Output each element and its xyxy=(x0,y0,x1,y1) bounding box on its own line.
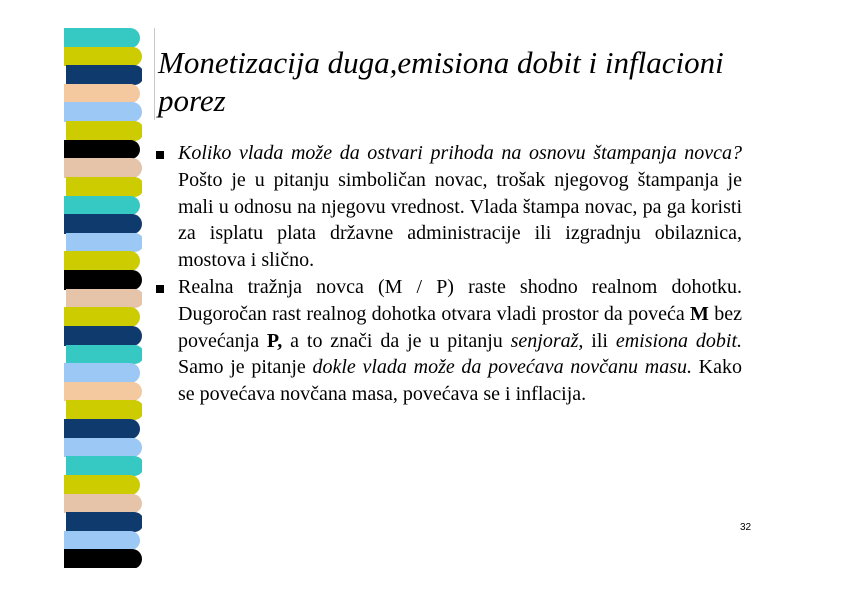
stripe xyxy=(64,158,142,178)
stripe xyxy=(64,102,142,122)
stripe xyxy=(64,251,140,271)
square-bullet-icon xyxy=(156,285,164,293)
stripe xyxy=(66,345,142,365)
stripe xyxy=(64,494,142,514)
stripe xyxy=(64,475,140,495)
text-segment: senjoraž, xyxy=(510,329,584,352)
stripe xyxy=(64,531,140,551)
stripe xyxy=(66,121,142,141)
slide-title: Monetizacija duga,emisiona dobit i inflacioni porez xyxy=(158,45,724,118)
stripe xyxy=(64,363,140,383)
stripe xyxy=(64,382,142,402)
page-number: 32 xyxy=(740,522,752,533)
text-segment: ili xyxy=(583,329,616,352)
text-segment: dokle vlada može da povećava novčanu masu. xyxy=(312,356,692,379)
bullet-list xyxy=(156,140,742,408)
stripe xyxy=(66,400,142,420)
stripe xyxy=(66,177,142,197)
stripe xyxy=(66,456,142,476)
stripe xyxy=(64,140,140,160)
bullet-item-1 xyxy=(156,140,742,274)
text-segment: P, xyxy=(266,329,283,352)
text-segment: Kako se povećava novčana masa, povećava se i inflacija. xyxy=(178,356,742,406)
bullet-text-1 xyxy=(178,140,742,274)
stripe xyxy=(66,512,142,532)
bullet-text-2 xyxy=(178,274,742,408)
stripe xyxy=(66,233,142,253)
stripe xyxy=(64,326,142,346)
stripe xyxy=(64,84,140,104)
stripe xyxy=(64,196,140,216)
text-segment: Samo je pitanje xyxy=(178,356,313,379)
stripe xyxy=(64,214,142,234)
stripe xyxy=(64,28,140,48)
decorative-stripe-band xyxy=(64,28,142,568)
bullet-item-2 xyxy=(156,274,742,408)
stripe xyxy=(66,65,142,85)
title-divider-line xyxy=(154,28,155,120)
text-segment: Realna tražnja novca (M / P) raste shodno realnom dohotku. Dugoročan rast realnog dohotka otvara vladi prostor da poveća xyxy=(178,275,742,325)
text-segment: M xyxy=(690,302,709,325)
stripe xyxy=(64,270,142,290)
text-segment: Pošto je u pitanju simboličan novac, trošak njegovog štampanja je mali u odnosu na njegovu vrednost. Vlada štampa novac, pa ga koristi za isplatu plata državne administracije ili izgradnju obilaznica, mostova i slično. xyxy=(178,168,742,272)
text-segment: a to znači da je u pitanju xyxy=(282,329,511,352)
square-bullet-icon xyxy=(156,151,164,159)
stripe xyxy=(66,289,142,309)
text-segment: Koliko vlada može da ostvari prihoda na osnovu štampanja novca? xyxy=(178,142,742,164)
stripe xyxy=(64,438,142,458)
text-segment: bez povećanja xyxy=(178,302,742,352)
stripe xyxy=(64,549,142,568)
stripe xyxy=(64,307,140,327)
stripe xyxy=(64,419,140,439)
stripe xyxy=(64,47,142,67)
text-segment: emisiona dobit. xyxy=(615,329,742,352)
